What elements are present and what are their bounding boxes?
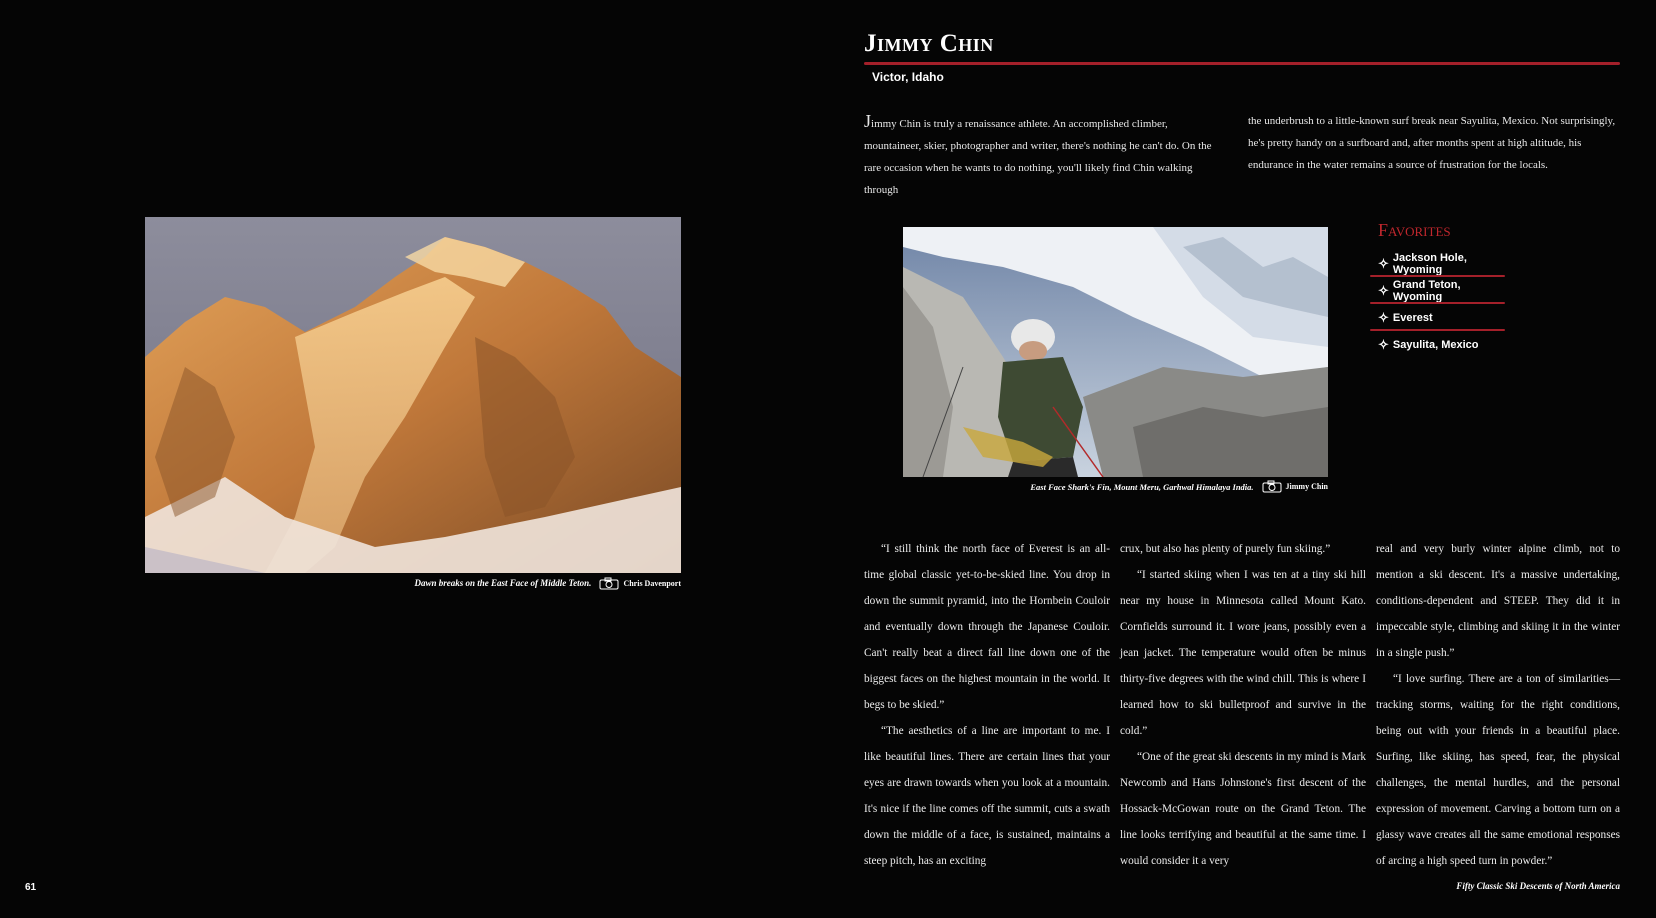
body-paragraph: “The aesthetics of a line are important to me. I like beautiful lines. There are certain lines that your eyes are drawn towards when you look at a mountain. It's nice if the line comes off the summit, cuts a swath down the middle of a face, is sustained, maintains a steep pitch, has an exciting — [864, 725, 1110, 867]
body-paragraph: real and very burly winter alpine climb, not to mention a ski descent. It's a massive undertaking, conditions-dependent and STEEP. They did it in impeccable style, climbing and skiing it in the winter in a single push.” — [1376, 543, 1620, 659]
compass-star-icon: ✧ — [1378, 255, 1389, 271]
body-paragraph: crux, but also has plenty of purely fun skiing.” — [1120, 543, 1331, 555]
climber-photo-credit: Jimmy Chin — [1285, 482, 1328, 491]
compass-star-icon: ✧ — [1378, 336, 1389, 352]
favorites-heading: Favorites — [1378, 220, 1451, 240]
favorite-label: Sayulita, Mexico — [1392, 338, 1479, 351]
header-divider — [864, 62, 1620, 65]
page-number: 61 — [25, 882, 37, 893]
compass-star-icon: ✧ — [1378, 282, 1389, 298]
climber-photo — [903, 227, 1328, 477]
middle-teton-photo — [145, 217, 681, 573]
climber-photo-caption — [903, 479, 1328, 494]
favorite-label: Everest — [1392, 311, 1433, 324]
intro-paragraph-1 — [864, 110, 1224, 201]
camera-icon — [1262, 480, 1282, 493]
left-photo-caption — [145, 575, 681, 591]
list-item — [1370, 331, 1510, 358]
dropcap: J — [864, 111, 872, 131]
favorite-label: Grand Teton, Wyoming — [1392, 278, 1461, 303]
body-paragraph: “One of the great ski descents in my mind is Mark Newcomb and Hans Johnstone's first descent of the Hossack-McGowan route on the Grand Teton. The line looks terrifying and beautiful at the same time. I would consider it a very — [1120, 751, 1366, 867]
camera-icon — [599, 577, 619, 590]
list-item — [1370, 250, 1510, 277]
left-photo-caption-text: Dawn breaks on the East Face of Middle Teton. — [414, 578, 592, 588]
compass-star-icon: ✧ — [1378, 309, 1389, 325]
body-paragraph: “I started skiing when I was ten at a tiny ski hill near my house in Minnesota called Mount Kato. Cornfields surround it. I wore jeans, possibly even a jean jacket. The temperature would often be minus thirty-five degrees with the wind chill. This is where I learned how to ski bulletproof and survive in the cold.” — [1120, 569, 1366, 737]
page-title: Jimmy Chin — [864, 30, 994, 57]
left-photo-credit: Chris Davenport — [623, 578, 681, 588]
list-item — [1370, 304, 1510, 331]
favorites-list — [1370, 250, 1510, 358]
intro-paragraph-2: the underbrush to a little-known surf break near Sayulita, Mexico. Not surprisingly, he's pretty handy on a surfboard and, after months spent at high altitude, his endurance in the water remains a source of frustration for the locals. — [1248, 115, 1616, 171]
climber-photo-caption-text: East Face Shark's Fin, Mount Meru, Garhwal Himalaya India. — [1030, 481, 1254, 492]
location-subtitle: Victor, Idaho — [872, 70, 944, 84]
body-column-3 — [1376, 536, 1620, 874]
list-item — [1370, 277, 1510, 304]
body-column-1 — [864, 536, 1110, 874]
body-paragraph: “I love surfing. There are a ton of similarities—tracking storms, waiting for the right conditions, being out with your friends in a beautiful place. Surfing, like skiing, has speed, fear, the physical challenges, the mental hurdles, and the personal expression of movement. Carving a bottom turn on a glassy wave creates all the same emotional responses of arcing a high speed turn in powder.” — [1376, 673, 1620, 867]
body-paragraph: “I still think the north face of Everest is an all-time global classic yet-to-be-skied line. You drop in down the summit pyramid, into the Hornbein Couloir and eventually down through the Japanese Couloir. Can't really beat a direct fall line down one of the biggest faces on the highest mountain in the world. It begs to be skied.” — [864, 543, 1110, 711]
favorite-label: Jackson Hole, Wyoming — [1392, 251, 1467, 276]
intro-text-1: immy Chin is truly a renaissance athlete. An accomplished climber, mountaineer, skier, photographer and writer, there's nothing he can't do. On the rare occasion when he wants to do nothing, you'll likely find Chin walking through — [864, 118, 1212, 196]
body-column-2 — [1120, 536, 1366, 874]
running-footer-title: Fifty Classic Ski Descents of North America — [1456, 881, 1620, 891]
